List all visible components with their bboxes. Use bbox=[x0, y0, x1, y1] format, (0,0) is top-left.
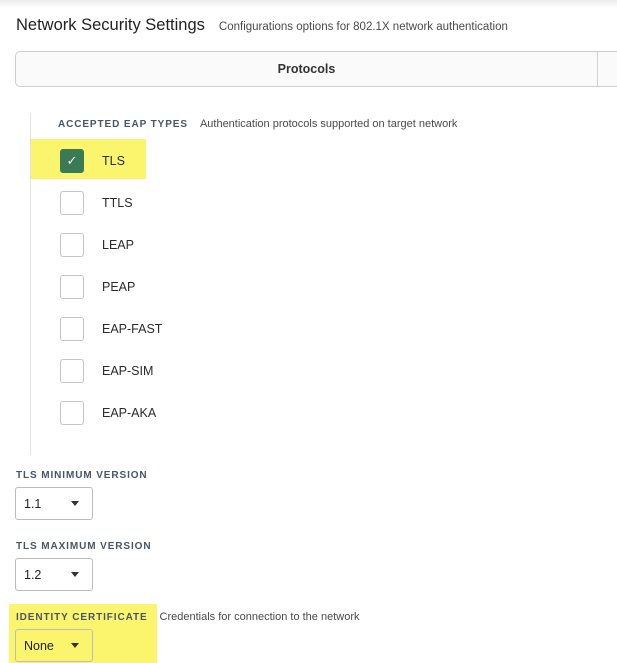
peap-checkbox[interactable] bbox=[60, 275, 84, 299]
eap-option-eap-aka[interactable] bbox=[60, 400, 260, 426]
identity-description: Credentials for connection to the network bbox=[159, 611, 360, 623]
chevron-down-icon bbox=[71, 643, 79, 648]
page-header bbox=[16, 16, 508, 35]
eap-option-tls[interactable] bbox=[60, 148, 260, 174]
eap-option-ttls[interactable] bbox=[60, 190, 260, 216]
eap-option-label: LEAP bbox=[102, 238, 134, 252]
page-subtitle: Configurations options for 802.1X network authentication bbox=[218, 21, 508, 33]
tls-max-value: 1.2 bbox=[24, 567, 42, 582]
tab-protocols[interactable]: Protocols bbox=[277, 62, 336, 76]
eap-types-description: Authentication protocols supported on target network bbox=[199, 118, 458, 130]
eap-sim-checkbox[interactable] bbox=[60, 359, 84, 383]
eap-option-label: PEAP bbox=[102, 280, 136, 294]
page-title: Network Security Settings bbox=[16, 16, 205, 34]
eap-types-header bbox=[58, 118, 457, 130]
identity-header bbox=[16, 611, 359, 623]
eap-option-label: EAP-SIM bbox=[102, 364, 154, 378]
leap-checkbox[interactable] bbox=[60, 233, 84, 257]
tls-min-caption: TLS MINIMUM VERSION bbox=[16, 470, 148, 481]
chevron-down-icon bbox=[71, 572, 79, 577]
eap-types-caption: ACCEPTED EAP TYPES bbox=[58, 119, 188, 130]
tls-checkbox[interactable] bbox=[60, 149, 84, 173]
eap-option-label: EAP-FAST bbox=[102, 322, 163, 336]
tls-min-select[interactable] bbox=[15, 487, 93, 520]
tab-next[interactable] bbox=[597, 52, 617, 86]
identity-select[interactable] bbox=[15, 629, 93, 662]
eap-option-peap[interactable] bbox=[60, 274, 260, 300]
top-edge bbox=[0, 0, 617, 8]
chevron-down-icon bbox=[71, 501, 79, 506]
tls-min-value: 1.1 bbox=[24, 496, 42, 511]
eap-option-eap-fast[interactable] bbox=[60, 316, 260, 342]
eap-option-leap[interactable] bbox=[60, 232, 260, 258]
identity-value: None bbox=[24, 638, 54, 653]
ttls-checkbox[interactable] bbox=[60, 191, 84, 215]
eap-option-eap-sim[interactable] bbox=[60, 358, 260, 384]
tls-max-select[interactable] bbox=[15, 558, 93, 591]
eap-aka-checkbox[interactable] bbox=[60, 401, 84, 425]
eap-option-label: TLS bbox=[102, 154, 125, 168]
eap-fast-checkbox[interactable] bbox=[60, 317, 84, 341]
eap-option-label: EAP-AKA bbox=[102, 406, 157, 420]
checkmark-icon: ✓ bbox=[66, 153, 78, 168]
tls-max-caption: TLS MAXIMUM VERSION bbox=[16, 541, 152, 552]
eap-option-label: TTLS bbox=[102, 196, 133, 210]
tab-bar bbox=[15, 51, 617, 87]
identity-caption: IDENTITY CERTIFICATE bbox=[16, 612, 148, 623]
